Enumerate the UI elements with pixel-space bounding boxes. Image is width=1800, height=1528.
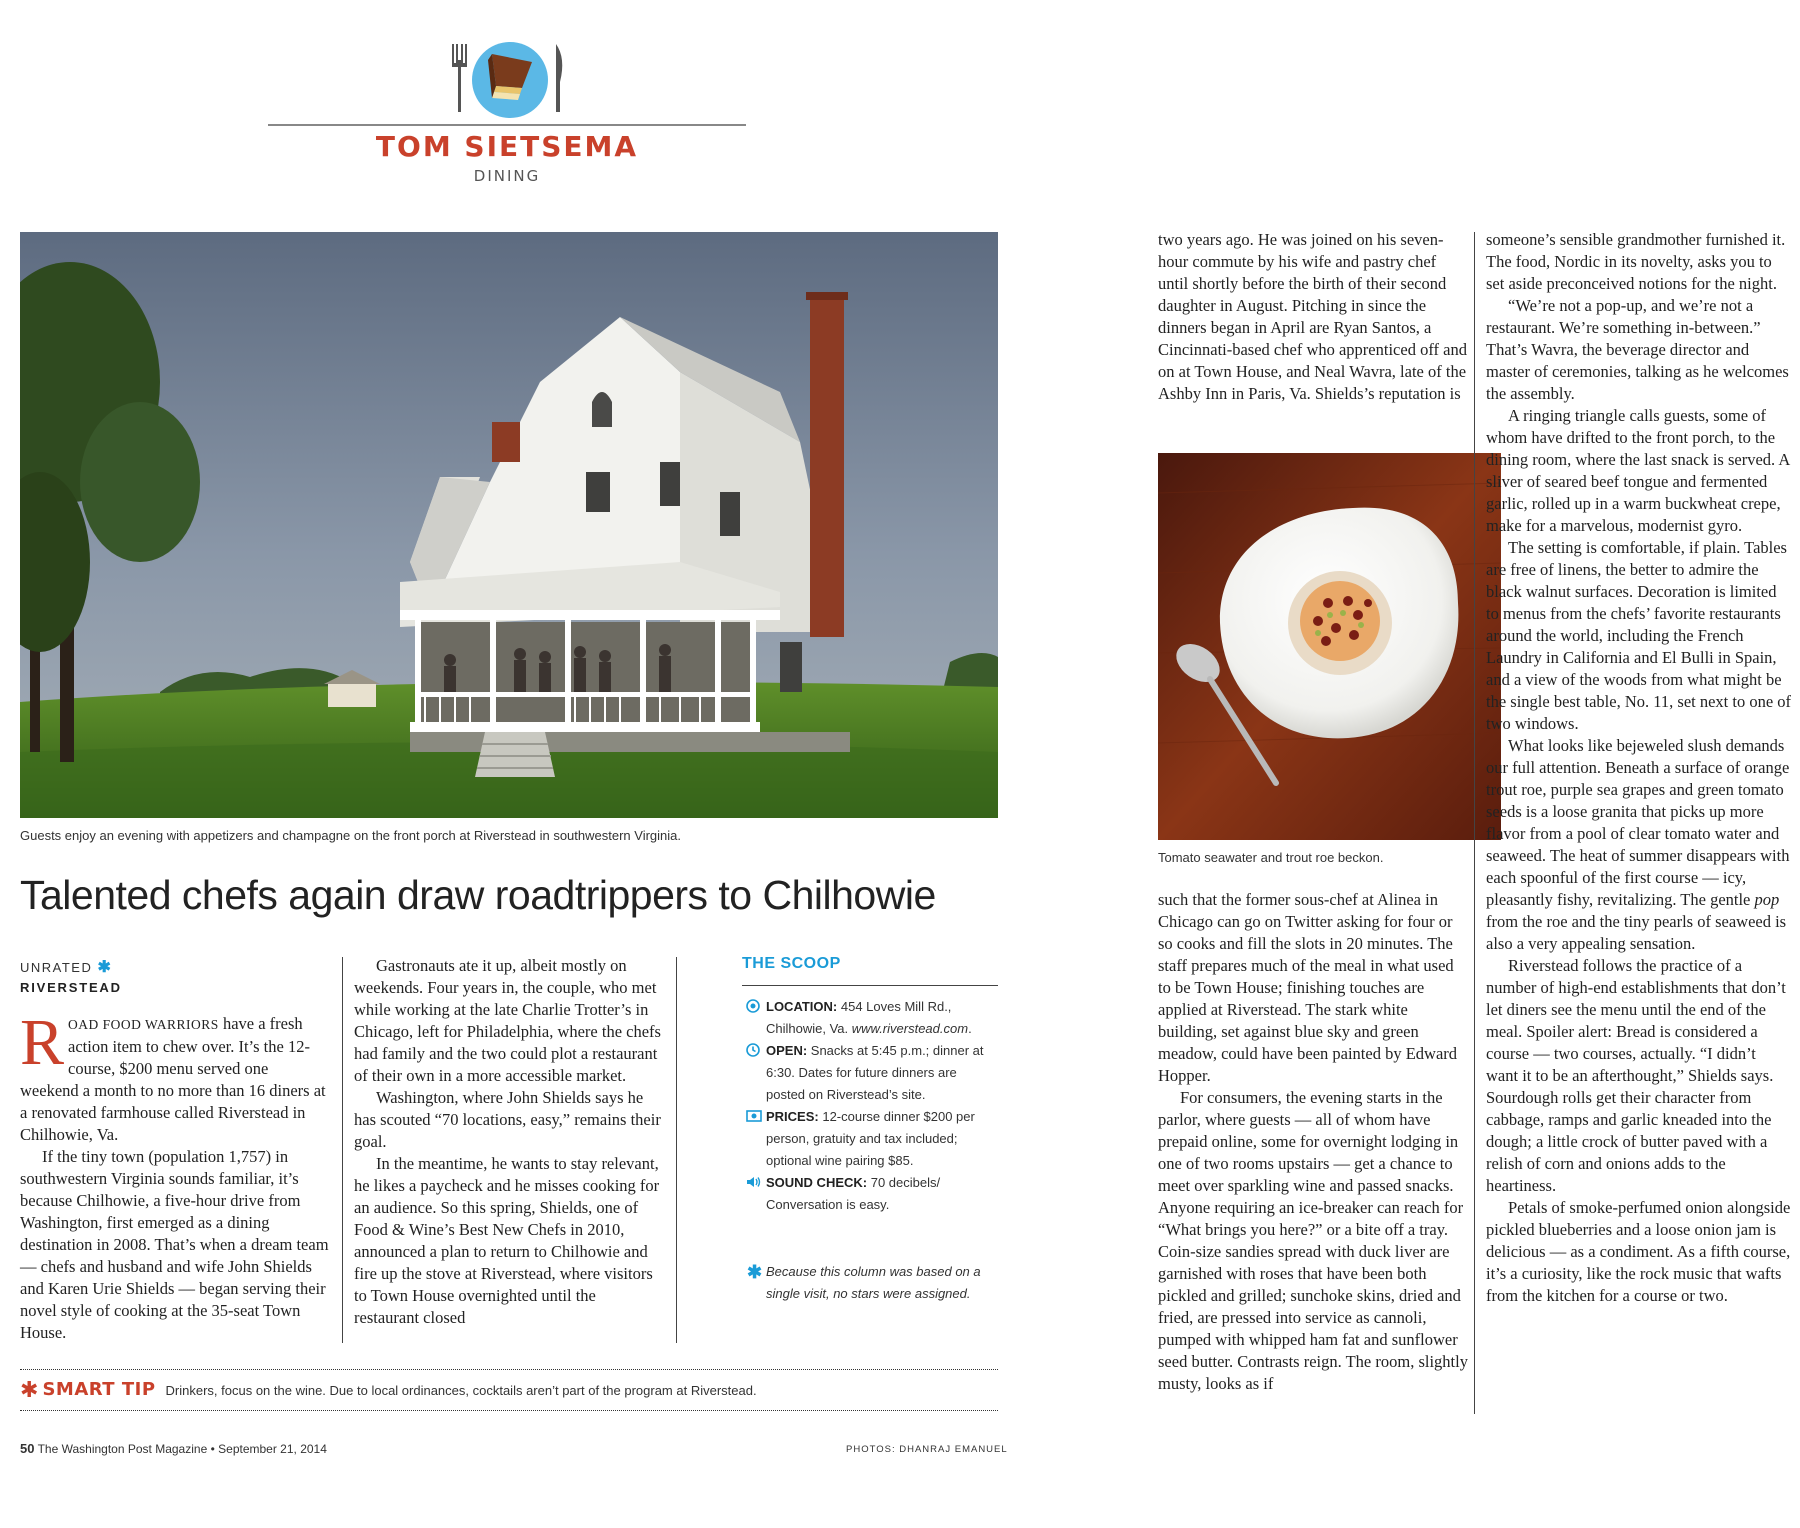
asterisk-icon: ✱ — [747, 1262, 763, 1282]
clock-icon — [746, 1043, 760, 1057]
rating-label: UNRATED — [20, 960, 93, 975]
columnist-name: TOM SIETSEMA — [375, 130, 639, 163]
scoop-text: Snacks at 5:45 p.m.; dinner at 6:30. Dates for future dinners are posted on Riverstead’s site. — [766, 1043, 984, 1102]
speaker-icon — [746, 1175, 760, 1189]
section-label: DINING — [473, 167, 541, 185]
farmhouse-photo — [20, 232, 998, 818]
lead-smallcaps: OAD FOOD WARRIORS — [68, 1017, 219, 1032]
scoop-text: 454 Loves Mill Rd., Chilhowie, Va. — [766, 999, 952, 1036]
paragraph: For consumers, the evening starts in the parlor, where guests — all of whom have prepaid online, some for overnight lodging in one of two rooms upstairs — get a chance to meet over sparkling wine and passed snacks. Anyone requiring an ice-breaker can reach for “What brings you here?” or a bite off a tray. Coin-size sandies spread with duck liver are garnished with roses that have been both pickled and grilled; sunchoke skins, dried and fried, are pressed into service as cannoli, pumped with whipped ham fat and sunflower seed butter. Contrasts reign. The room, slightly musty, looks as if — [1158, 1088, 1468, 1393]
scoop-list — [742, 996, 998, 1216]
article-column-4 — [1486, 229, 1792, 1307]
scoop-note-text: Because this column was based on a single visit, no stars were assigned. — [766, 1264, 981, 1301]
article-column-1 — [20, 1006, 330, 1344]
column-divider — [342, 957, 343, 1343]
paragraph: “We’re not a pop-up, and we’re not a restaurant. We’re something in-between.” That’s Wavra, the beverage director and master of ceremonies, talking as he welcomes the assembly. — [1486, 296, 1789, 403]
scoop-text: . — [968, 1021, 972, 1036]
smart-tip-label: SMART TIP — [42, 1379, 156, 1400]
scoop-title: THE SCOOP — [742, 955, 841, 972]
scoop-location — [742, 996, 998, 1040]
paragraph: someone’s sensible grandmother furnished it. The food, Nordic in its novelty, asks you to set aside preconceived notions for the night. — [1486, 230, 1786, 293]
scoop-label: LOCATION: — [766, 999, 838, 1014]
emphasis: pop — [1754, 890, 1780, 909]
scoop-open — [742, 1040, 998, 1106]
paragraph: In the meantime, he wants to stay relevant, he likes a paycheck and he misses cooking for an audience. So this spring, Shields, one of Food & Wine’s Best New Chefs in 2010, announced a plan to return to Chilhowie and fire up the stove at Riverstead, where visitors to Town House overnighted until the restaurant closed — [354, 1154, 660, 1327]
paragraph: Riverstead follows the practice of a number of high-end establishments that don’t let diners see the menu until the end of the meal. Spoiler alert: Bread is considered a course — two courses, actually. “I didn’t want it to be an afterthought,” Shields says. Sourdough rolls get their character from cabbage, ramps and garlic kneaded into the dough; a little crock of butter paved with a relish of corn and onions adds to the heartiness. — [1486, 956, 1786, 1195]
paragraph: The setting is comfortable, if plain. Tables are free of linens, the better to admire the black walnut surfaces. Decoration is limited to menus from the chefs’ favorite restaurants around the world, including the French Laundry in California and El Bulli in Spain, and a view of the woods from what might be the single best table, No. 11, set next to one of two windows. — [1486, 538, 1792, 733]
asterisk-icon: ✱ — [20, 1378, 39, 1403]
article-column-2 — [354, 955, 664, 1329]
paragraph: Washington, where John Shields says he has scouted “70 locations, easy,” remains their goal. — [354, 1088, 661, 1151]
paragraph: two years ago. He was joined on his seven-hour commute by his wife and pastry chef until shortly before the birth of their second daughter in August. Pitching in since the dinners began in April are Ryan Santos, a Cincinnati-based chef who apprenticed off and on at Town House, and Neal Wavra, late of the Ashby Inn in Paris, Va. Shields’s reputation is — [1158, 230, 1467, 403]
issue-date: September 21, 2014 — [218, 1442, 327, 1456]
smart-tip-text: Drinkers, focus on the wine. Due to local ordinances, cocktails aren’t part of the program at Riverstead. — [165, 1383, 757, 1398]
text: What looks like bejeweled slush demands our full attention. Beneath a surface of orange trout roe, purple sea grapes and green tomato seeds is a loose granita that picks up more flavor from a pool of clear tomato water and seaweed. The heat of summer disappears with each spoonful of the first course — icy, pleasantly fishy, revitalizing. The gentle — [1486, 736, 1790, 909]
dining-logo — [440, 30, 580, 130]
location-icon — [746, 999, 760, 1013]
scoop-label: OPEN: — [766, 1043, 808, 1058]
drop-cap: R — [20, 1006, 65, 1079]
text: from the roe and the tiny pearls of seaweed is also a very appealing sensation. — [1486, 912, 1787, 953]
scoop-text: 12-course dinner $200 per person, gratuity and tax included; optional wine pairing $85. — [766, 1109, 975, 1168]
tip-rule-bottom — [20, 1410, 998, 1411]
paragraph: If the tiny town (population 1,757) in southwestern Virginia sounds familiar, it’s because Chilhowie, a five-hour drive from Washington, first emerged as a dining destination in 2008. That’s when a dream team — chefs and husband and wife John Shields and Karen Urie Shields — began serving their novel style of cooking at the 35-seat Town House. — [20, 1147, 329, 1342]
photo-credit: PHOTOS: DHANRAJ EMANUEL — [846, 1444, 1008, 1455]
paragraph: such that the former sous-chef at Alinea in Chicago can go on Twitter asking for four or so cooks and fill the slots in 20 minutes. The staff prepares much of the meal in what used to be Town House; finishing touches are applied at Riverstead. The stark white building, set against blue sky and green meadow, could have been painted by Edward Hopper. — [1158, 890, 1458, 1085]
tomato-seawater-photo — [1158, 453, 1501, 840]
fork-knife-plate-icon — [440, 30, 580, 130]
page-number: 50 — [20, 1441, 35, 1456]
paragraph: A ringing triangle calls guests, some of whom have drifted to the front porch, to the dining room, where the last snack is served. A sliver of seared beef tongue and fermented garlic, rolled up in a warm buckwheat crepe, make for a marvelous, modernist gyro. — [1486, 406, 1790, 535]
scoop-rule — [742, 985, 998, 986]
rating — [20, 957, 112, 977]
article-column-3-top — [1158, 229, 1468, 405]
scoop-sound — [742, 1172, 998, 1216]
headline: Talented chefs again draw roadtrippers to Chilhowie — [20, 872, 936, 918]
main-photo-caption: Guests enjoy an evening with appetizers and champagne on the front porch at Riverstead in southwestern Virginia. — [20, 828, 681, 843]
scoop-label: PRICES: — [766, 1109, 819, 1124]
tip-rule-top — [20, 1369, 998, 1370]
website-link[interactable]: www.riverstead.com — [851, 1021, 969, 1036]
paragraph — [1486, 735, 1792, 955]
paragraph: Gastronauts ate it up, albeit mostly on weekends. Four years in, the couple, who met while working at the late Charlie Trotter’s in Chicago, left for Philadelphia, where the chefs had family and the two could plot a restaurant of their own in a more accessible market. — [354, 956, 661, 1085]
page-footer — [20, 1441, 327, 1456]
scoop-text: 70 decibels/ Conversation is easy. — [766, 1175, 941, 1212]
restaurant-name: RIVERSTEAD — [20, 980, 122, 995]
publication-name: The Washington Post Magazine — [37, 1442, 208, 1456]
footer-separator: • — [210, 1442, 215, 1456]
lead-paragraph — [20, 1006, 330, 1146]
paragraph: Petals of smoke-perfumed onion alongside pickled blueberries and a loose onion jam is delicious — as a condiment. As a fifth course, it’s a curiosity, like the rock music that wafts from the kitchen for a course or two. — [1486, 1198, 1791, 1305]
article-column-3-bottom — [1158, 889, 1468, 1395]
lead-text: have a fresh action item to chew over. It’s the 12-course, $200 menu served one weekend a month to no more than 16 diners at a renovated farmhouse called Riverstead in Chilhowie, Va. — [20, 1014, 326, 1144]
scoop-label: SOUND CHECK: — [766, 1175, 868, 1190]
scoop-note — [742, 1261, 998, 1305]
money-icon — [746, 1109, 760, 1123]
column-divider — [676, 957, 677, 1343]
header-rule — [268, 124, 746, 126]
column-divider — [1474, 232, 1475, 1414]
asterisk-icon: ✱ — [97, 959, 113, 976]
smart-tip — [20, 1378, 998, 1403]
food-photo-caption: Tomato seawater and trout roe beckon. — [1158, 850, 1384, 865]
scoop-prices — [742, 1106, 998, 1172]
